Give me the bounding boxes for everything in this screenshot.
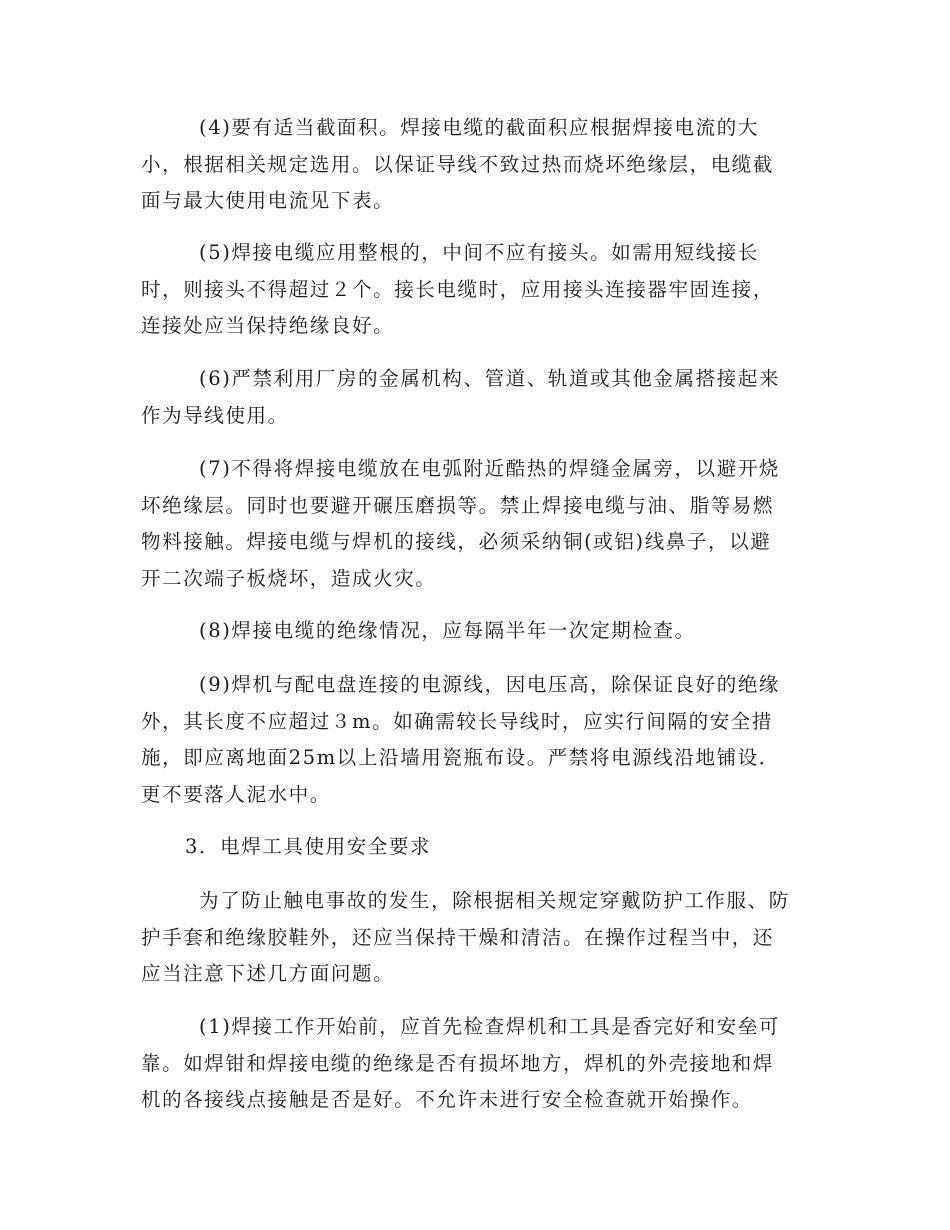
paragraph-item-8: (8)焊接电缆的绝缘情况，应每隔半年一次定期检查。 (199, 619, 696, 642)
paragraph-item-4: (4)要有适当截面积。焊接电缆的截面积应根据焊接电流的大 小，根据相关规定选用。以保证导线不致过热而烧坏绝缘层，电缆截 面与最大使用电流见下表。 (141, 116, 775, 212)
paragraph-item-5: (5)焊接电缆应用整根的，中间不应有接头。如需用短线接长 时，则接头不得超过２个。接长电缆时，应用接头连接器牢固连接， 连接处应当保持绝缘良好。 (141, 241, 775, 337)
paragraph-item-6: (6)严禁利用厂房的金属机构、管道、轨道或其他金属搭接起来 作为导线使用。 (141, 367, 781, 427)
paragraph-item-9: (9)焊机与配电盘连接的电源线，因电压高，除保证良好的绝缘 外，其长度不应超过３m。如确需较长导线时，应实行间隔的安全措 施，即应离地面25m以上沿墙用瓷瓶布设。严禁将电源线沿地铺设． 更不要落人泥水中。 (141, 673, 781, 806)
paragraph-item-7: (7)不得将焊接电缆放在电弧附近酷热的焊缝金属旁，以避开烧 坏绝缘层。同时也要避开碾压磨损等。禁止焊接电缆与油、脂等易燃 物料接触。焊接电缆与焊机的接线，必须采纳铜(或铝)线鼻子，以避 开二次端子板烧坏，造成火灾。 (141, 457, 781, 590)
intro-paragraph: 为了防止触电事故的发生，除根据相关规定穿戴防护工作服、防 护手套和绝缘胶鞋外，还应当保持干燥和清洁。在操作过程当中，还 应当注意下述几方面问题。 (141, 889, 790, 985)
paragraph-item-1: (1)焊接工作开始前，应首先检查焊机和工具是香完好和安垒可 靠。如焊钳和焊接电缆的绝缘是否有损坏地方，焊机的外壳接地和焊 机的各接线点接触是否是好。不允许未进行安全检查就开始操作。 (141, 1015, 781, 1111)
section-heading: 3．电焊工具使用安全要求 (185, 835, 432, 858)
